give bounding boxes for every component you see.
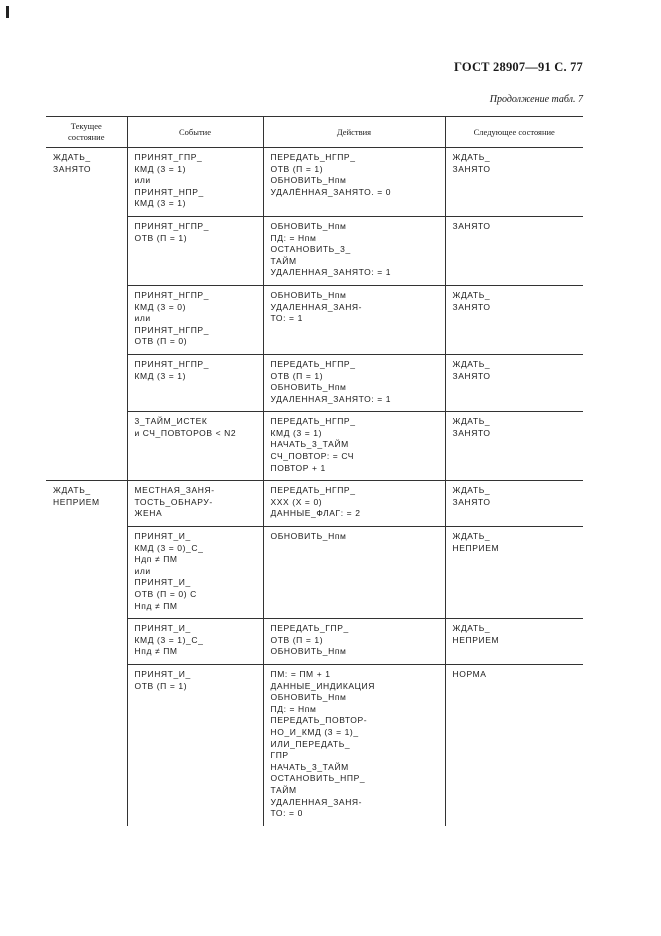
column-header-actions: Действия — [263, 117, 445, 148]
cell-current-state — [46, 619, 127, 665]
cell-text-line: и СЧ_ПОВТОРОВ < N2 — [134, 427, 237, 438]
cell-text-line: ЖДАТЬ_ — [53, 485, 91, 496]
cell-next-state — [445, 412, 583, 481]
cell-next-state — [445, 148, 583, 217]
cell-text-line: ОБНОВИТЬ_Нпм — [270, 692, 347, 703]
cell-text-line: ЖДАТЬ_ — [452, 623, 491, 634]
cell-text-line: или — [134, 175, 151, 186]
table-row — [46, 148, 583, 217]
cell-text-line: КМД (3 = 1) — [134, 198, 187, 209]
cell-actions — [263, 285, 445, 354]
cell-text-line: ОБНОВИТЬ_Нпм — [270, 646, 347, 657]
cell-actions — [263, 216, 445, 285]
table-row — [46, 664, 583, 825]
cell-actions — [263, 481, 445, 527]
cell-text-line: ЖДАТЬ_ — [452, 531, 491, 542]
cell-actions — [263, 619, 445, 665]
cell-next-state — [445, 216, 583, 285]
cell-text-line: ЗАНЯТО — [452, 370, 491, 381]
cell-next-state — [445, 285, 583, 354]
cell-text-line: ОБНОВИТЬ_Нпм — [270, 289, 347, 300]
cell-text-line: ОТВ (П = 1) — [270, 370, 324, 381]
cell-text-line: ЗАНЯТО — [452, 163, 491, 174]
cell-text-line: ПРИНЯТ_И_ — [134, 531, 191, 542]
cell-text-line: ЖДАТЬ_ — [452, 289, 491, 300]
cell-text-line: ПРИНЯТ_И_ — [134, 577, 191, 588]
cell-text-line: ЗАНЯТО — [452, 427, 491, 438]
cell-text-line: ЖДАТЬ_ — [452, 485, 491, 496]
cell-actions — [263, 664, 445, 825]
cell-event — [127, 354, 263, 411]
cell-event — [127, 527, 263, 619]
cell-text-line: ПРИНЯТ_НГПР_ — [134, 289, 210, 300]
document-header: ГОСТ 28907—91 С. 77 — [454, 60, 583, 74]
cell-text-line: КМД (3 = 1)_С_ — [134, 634, 204, 645]
cell-text-line: КМД (3 = 1) — [270, 427, 323, 438]
cell-text-line: ОБНОВИТЬ_Нпм — [270, 220, 347, 231]
cell-text-line: КМД (3 = 0)_С_ — [134, 542, 204, 553]
cell-event — [127, 148, 263, 217]
cell-current-state — [46, 354, 127, 411]
cell-text-line: ОБНОВИТЬ_Нпм — [270, 531, 347, 542]
table-row — [46, 285, 583, 354]
cell-actions — [263, 527, 445, 619]
cell-text-line: XXX (X = 0) — [270, 496, 323, 507]
table-row — [46, 354, 583, 411]
cell-text-line: КМД (3 = 1) — [134, 370, 187, 381]
table-continuation-caption: Продолжение табл. 7 — [489, 94, 583, 105]
cell-text-line: ОБНОВИТЬ_Нпм — [270, 382, 347, 393]
cell-next-state — [445, 527, 583, 619]
table-header-row — [46, 117, 583, 148]
cell-text-line: ОСТАНОВИТЬ_3_ — [270, 244, 351, 255]
cell-text-line: ПОВТОР + 1 — [270, 462, 326, 473]
cell-next-state — [445, 481, 583, 527]
cell-text-line: ПРИНЯТ_НПР_ — [134, 186, 204, 197]
cell-text-line: ОТВ (П = 1) — [270, 163, 324, 174]
cell-text-line: УДАЛЕННАЯ_ЗАНЯТО: = 1 — [270, 267, 392, 278]
cell-text-line: ПД: = Нпм — [270, 703, 317, 714]
cell-event — [127, 412, 263, 481]
cell-event — [127, 619, 263, 665]
cell-text-line: ПЕРЕДАТЬ_НГПР_ — [270, 358, 356, 369]
cell-text-line: ПЕРЕДАТЬ_НГПР_ — [270, 485, 356, 496]
cell-text-line: ПЕРЕДАТЬ_НГПР_ — [270, 152, 356, 162]
cell-text-line: ТАЙМ — [270, 255, 297, 266]
cell-next-state — [445, 354, 583, 411]
cell-text-line: ПД: = Нпм — [270, 232, 317, 243]
cell-text-line: ОСТАНОВИТЬ_НПР_ — [270, 773, 366, 784]
cell-text-line: ПЕРЕДАТЬ_ПОВТОР- — [270, 715, 368, 726]
state-transition-table — [46, 116, 583, 826]
cell-text-line: ГПР — [270, 750, 289, 761]
cell-next-state — [445, 619, 583, 665]
cell-text-line: ТОСТЬ_ОБНАРУ- — [134, 496, 213, 507]
table-row — [46, 481, 583, 527]
cell-text-line: или — [134, 565, 151, 576]
cell-actions — [263, 148, 445, 217]
cell-text-line: УДАЛЁННАЯ_ЗАНЯТО. = 0 — [270, 186, 392, 197]
cell-text-line: НЕПРИЕМ — [452, 542, 500, 553]
cell-text-line: ОТВ (П = 0) — [134, 336, 188, 347]
cell-text-line: ПЕРЕДАТЬ_ГПР_ — [270, 623, 349, 634]
cell-text-line: ЖДАТЬ_ — [452, 358, 491, 369]
cell-text-line: ОТВ (П = 1) — [270, 634, 324, 645]
cell-text-line: ПРИНЯТ_НГПР_ — [134, 220, 210, 231]
cell-text-line: НЕПРИЕМ — [53, 496, 100, 507]
cell-current-state — [46, 664, 127, 825]
cell-text-line: ПРИНЯТ_НГПР_ — [134, 358, 210, 369]
cell-text-line: ТО: = 0 — [270, 808, 303, 819]
table-row — [46, 412, 583, 481]
column-header-label: Текущее состояние — [68, 121, 105, 142]
cell-event — [127, 285, 263, 354]
cell-text-line: Нпд ≠ ПМ — [134, 646, 178, 657]
cell-current-state — [46, 412, 127, 481]
cell-current-state — [46, 285, 127, 354]
column-header-current-state — [46, 117, 127, 148]
cell-text-line: ПРИНЯТ_ГПР_ — [134, 152, 203, 162]
cell-event — [127, 216, 263, 285]
cell-text-line: ЗАНЯТО — [452, 301, 491, 312]
cell-text-line: ТАЙМ — [270, 784, 297, 795]
cell-text-line: КМД (3 = 0) — [134, 301, 187, 312]
cell-text-line: ОТВ (П = 1) — [134, 232, 188, 243]
cell-text-line: ПРИНЯТ_НГПР_ — [134, 324, 210, 335]
cell-text-line: или — [134, 313, 151, 324]
cell-text-line: ДАННЫЕ_ФЛАГ: = 2 — [270, 508, 361, 519]
page-corner-mark — [6, 6, 9, 18]
cell-text-line: Нпд ≠ ПМ — [134, 600, 178, 611]
cell-actions — [263, 412, 445, 481]
cell-current-state — [46, 148, 127, 217]
cell-event — [127, 664, 263, 825]
cell-text-line: ПМ: = ПМ + 1 — [270, 668, 331, 679]
cell-text-line: ОБНОВИТЬ_Нпм — [270, 175, 347, 186]
column-header-next-state: Следующее состояние — [445, 117, 583, 148]
cell-text-line: ЖДАТЬ_ — [53, 152, 91, 162]
table-row — [46, 216, 583, 285]
cell-next-state — [445, 664, 583, 825]
cell-text-line: КМД (3 = 1) — [134, 163, 187, 174]
cell-current-state — [46, 481, 127, 527]
cell-current-state — [46, 216, 127, 285]
cell-text-line: ДАННЫЕ_ИНДИКАЦИЯ — [270, 680, 375, 691]
table-row — [46, 527, 583, 619]
cell-text-line: УДАЛЕННАЯ_ЗАНЯ- — [270, 796, 363, 807]
cell-text-line: УДАЛЕННАЯ_ЗАНЯТО: = 1 — [270, 393, 392, 404]
cell-text-line: НО_И_КМД (3 = 1)_ — [270, 726, 359, 737]
cell-event — [127, 481, 263, 527]
cell-text-line: УДАЛЕННАЯ_ЗАНЯ- — [270, 301, 363, 312]
cell-text-line: ПЕРЕДАТЬ_НГПР_ — [270, 416, 356, 427]
cell-text-line: НОРМА — [452, 668, 487, 679]
cell-text-line: ЗАНЯТО — [53, 163, 92, 174]
cell-text-line: ЗАНЯТО — [452, 220, 491, 231]
cell-text-line: ОТВ (П = 0) С — [134, 589, 197, 599]
table-row — [46, 619, 583, 665]
cell-text-line: ПРИНЯТ_И_ — [134, 623, 191, 634]
cell-text-line: СЧ_ПОВТОР: = СЧ — [270, 451, 355, 462]
cell-text-line: Ндп ≠ ПМ — [134, 554, 178, 565]
cell-text-line: 3_ТАЙМ_ИСТЕК — [134, 416, 208, 427]
cell-actions — [263, 354, 445, 411]
cell-current-state — [46, 527, 127, 619]
cell-text-line: ТО: = 1 — [270, 313, 303, 324]
cell-text-line: ЗАНЯТО — [452, 496, 491, 507]
cell-text-line: ОТВ (П = 1) — [134, 680, 188, 691]
cell-text-line: ИЛИ_ПЕРЕДАТЬ_ — [270, 738, 351, 749]
cell-text-line: ПРИНЯТ_И_ — [134, 668, 191, 679]
cell-text-line: ЖДАТЬ_ — [452, 416, 491, 427]
cell-text-line: МЕСТНАЯ_ЗАНЯ- — [134, 485, 215, 496]
cell-text-line: ЖДАТЬ_ — [452, 152, 491, 162]
column-header-event: Событие — [127, 117, 263, 148]
cell-text-line: ЖЕНА — [134, 508, 163, 519]
cell-text-line: НЕПРИЕМ — [452, 634, 500, 645]
cell-text-line: НАЧАТЬ_3_ТАЙМ — [270, 761, 349, 772]
cell-text-line: НАЧАТЬ_3_ТАЙМ — [270, 439, 349, 450]
